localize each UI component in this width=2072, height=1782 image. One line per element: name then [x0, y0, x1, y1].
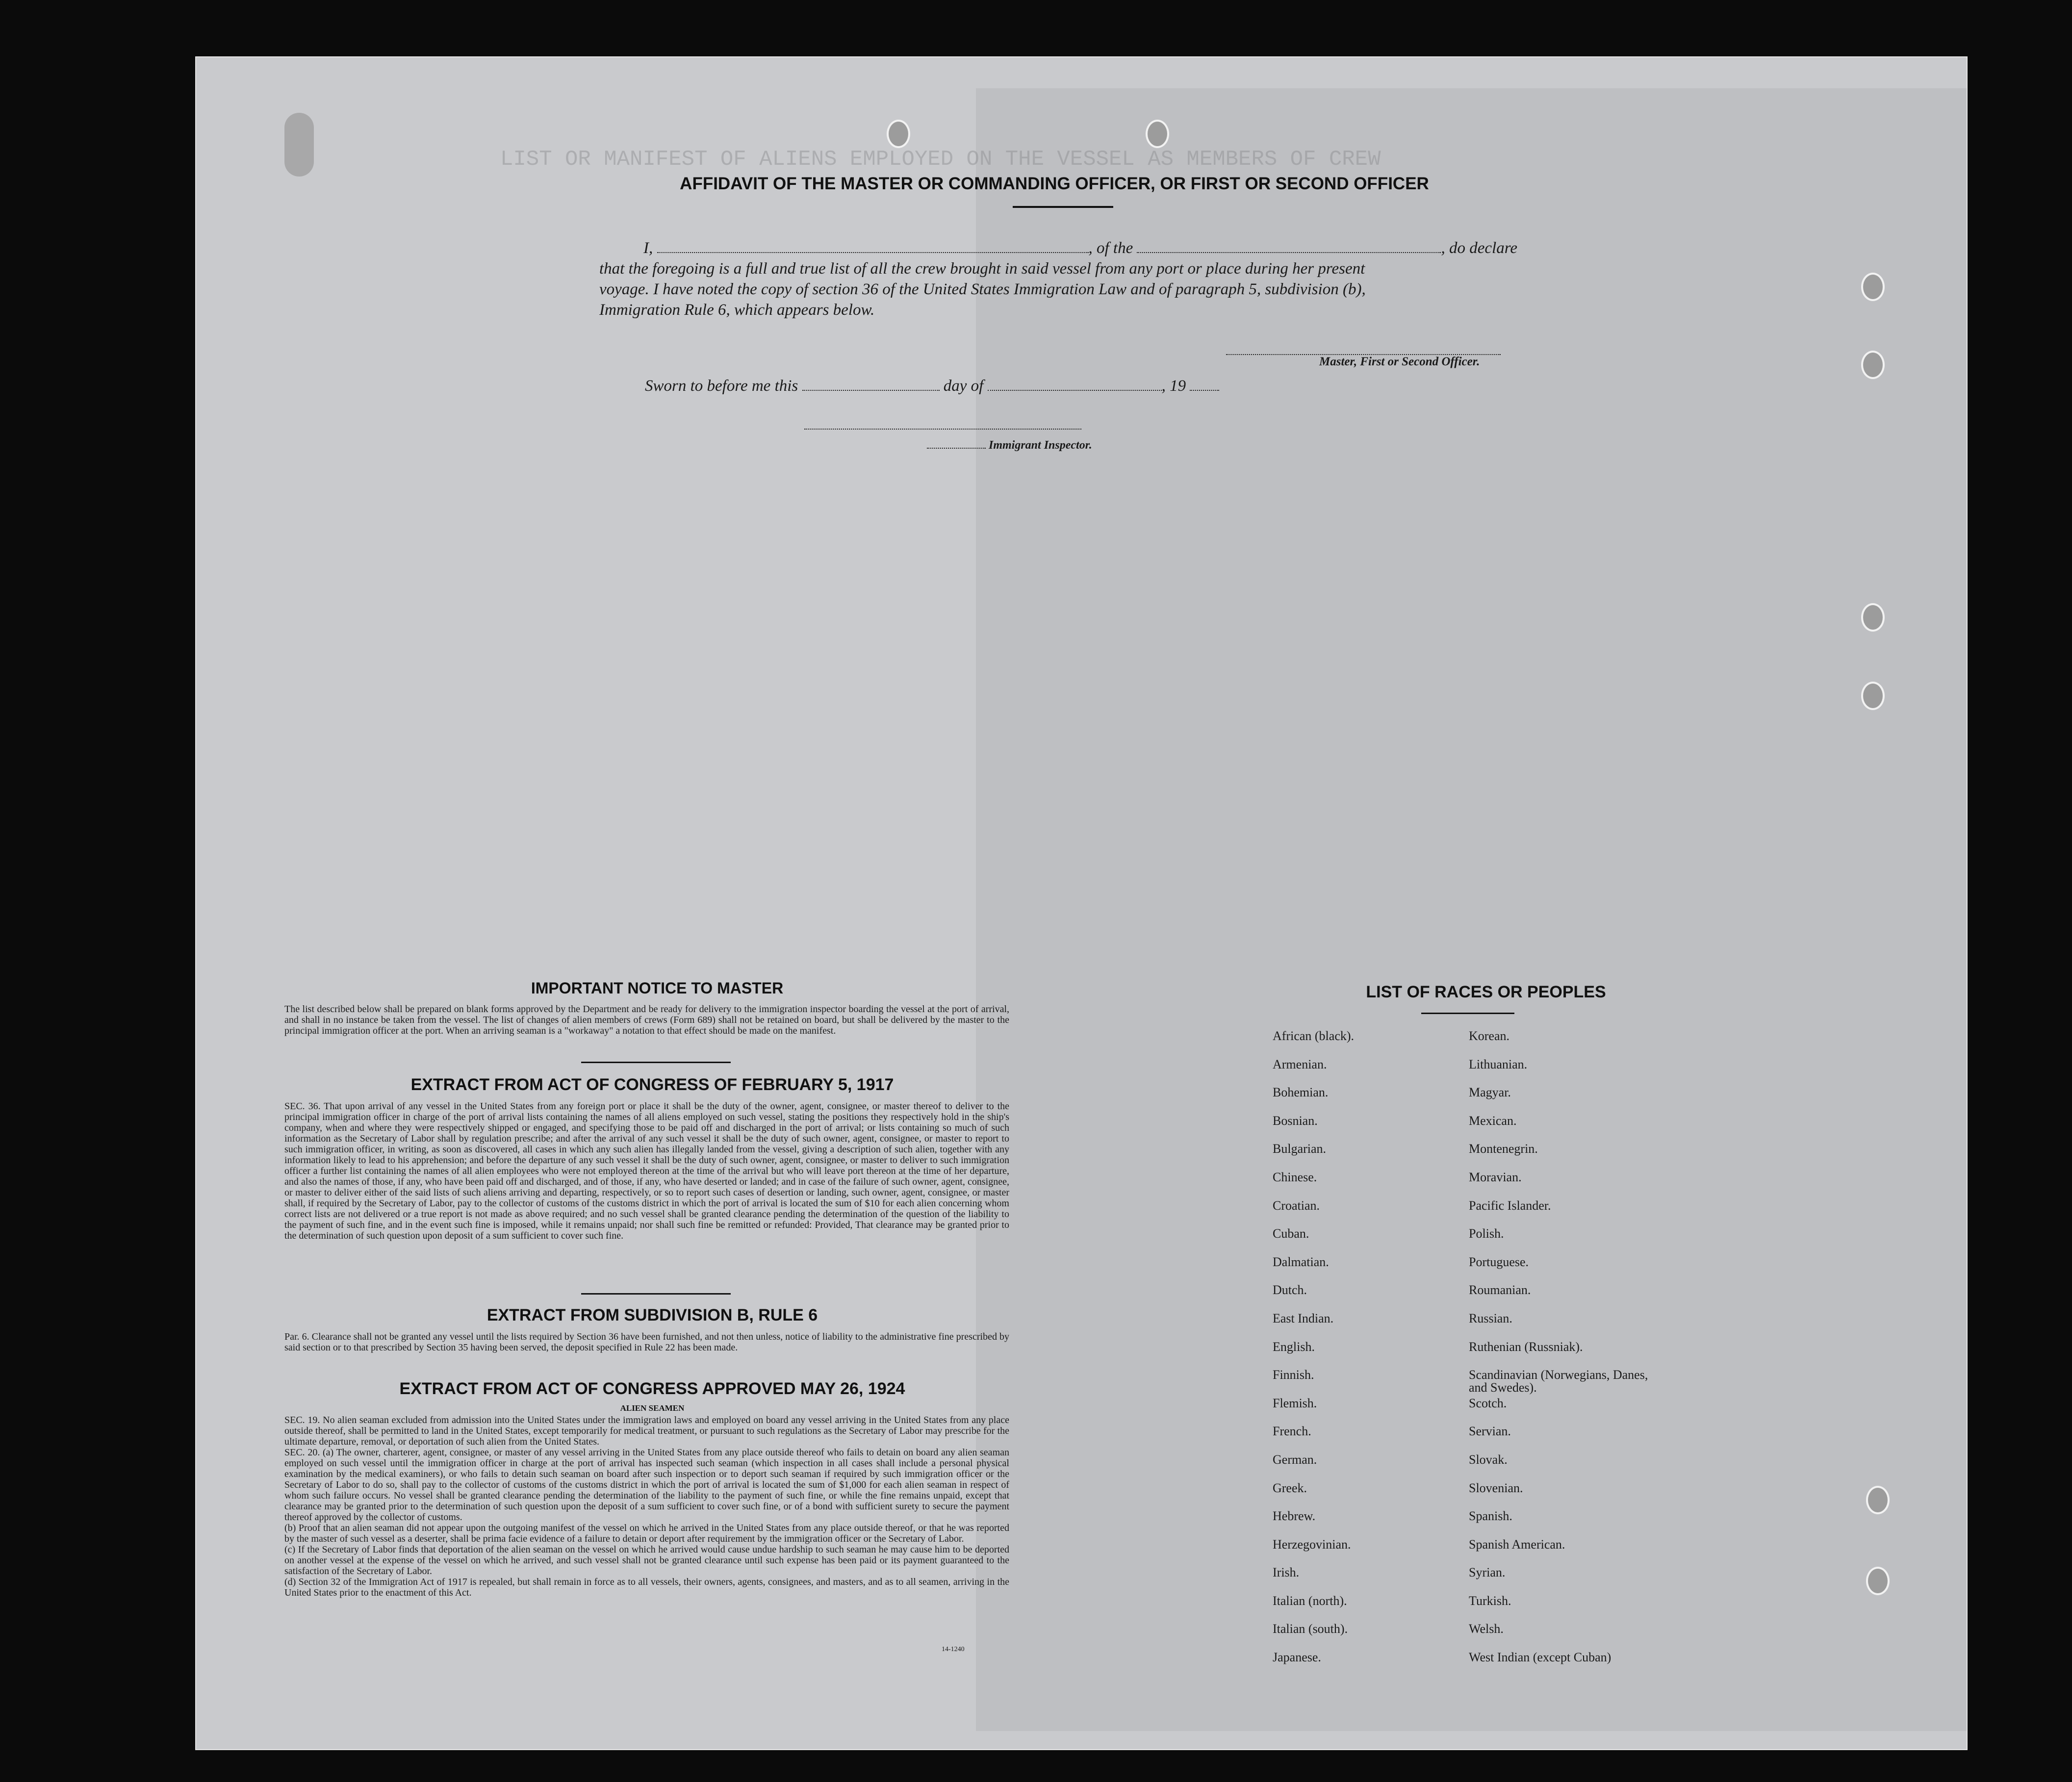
race-item: Flemish.: [1273, 1396, 1317, 1410]
race-item: French.: [1273, 1424, 1311, 1439]
punch-hole: [1146, 120, 1169, 148]
punch-hole: [1861, 351, 1885, 379]
race-item: Ruthenian (Russniak).: [1469, 1339, 1583, 1354]
races-title: LIST OF RACES OR PEOPLES: [1366, 983, 1606, 1001]
divider: [581, 1293, 731, 1295]
punch-hole: [887, 120, 910, 148]
year-prefix: , 19: [1161, 377, 1186, 395]
race-item: Scotch.: [1469, 1396, 1507, 1410]
bleed-through-heading: LIST OR MANIFEST OF ALIENS EMPLOYED ON THE VESSEL AS MEMBERS OF CREW: [500, 147, 1381, 172]
race-item: Armenian.: [1273, 1057, 1327, 1071]
notice-text: The list described below shall be prepared on blank forms approved by the Department and be ready for delivery to the immigration inspector boarding the vessel at the port of arrival, and shall in no instance be taken from the vessel. The list of changes of alien members of crews (Form 689) shall not be retained on board, but shall be delivered by the master to the principal immigration officer at the port. When an arriving seaman is a "workaway" a notation to that effect should be made on the manifest.: [284, 1004, 1009, 1036]
master-signature-field[interactable]: [1226, 343, 1501, 355]
sec-19-text: SEC. 19. No alien seaman excluded from admission into the United States under the immigration laws and employed on board any vessel arriving in the United States from any place outside thereof, shall be permitted to land in the United States, except temporarily for medical treatment, or pursuant to such regulations as the Secretary of Labor may prescribe for the ultimate departure, removal, or deportation of such alien from the United States.: [284, 1415, 1009, 1447]
vessel-name-field[interactable]: [1137, 241, 1441, 253]
of-the-text: , of the: [1088, 239, 1133, 257]
race-item: Dutch.: [1273, 1283, 1307, 1298]
form-number: 14-1240: [942, 1646, 965, 1653]
sec-20c-text: (c) If the Secretary of Labor finds that deportation of the alien seaman on the vessel on which he arrived would cause undue hardship to such seaman he may cause him to be deported on another vessel at the expense of the vessel on which he arrived, and such vessel shall not be granted clearance until such expense has been paid or its payment guaranteed to the satisfaction of the Secretary of Labor.: [284, 1544, 1009, 1577]
race-item: Lithuanian.: [1469, 1057, 1528, 1071]
race-item: Japanese.: [1273, 1650, 1321, 1665]
affidavit-line-4: Immigration Rule 6, which appears below.: [599, 301, 875, 319]
race-item: Bulgarian.: [1273, 1142, 1327, 1156]
race-item: Magyar.: [1469, 1085, 1511, 1100]
divider: [581, 1062, 731, 1063]
rule6-text: Par. 6. Clearance shall not be granted any vessel until the lists required by Section 36 have been furnished, and not then unless, notice of liability to the administrative fine prescribed by said section or to that prescribed by Section 35 having been served, the deposit specified in Rule 22 has been made.: [284, 1331, 1009, 1353]
race-item: Korean.: [1469, 1029, 1510, 1043]
race-item: Slovak.: [1469, 1452, 1508, 1467]
race-item: West Indian (except Cuban): [1469, 1650, 1612, 1665]
divider: [1013, 206, 1113, 208]
master-signature-label: Master, First or Second Officer.: [1319, 355, 1480, 368]
declare-text: , do declare: [1441, 239, 1517, 257]
punch-hole: [1866, 1486, 1890, 1514]
notice-title: IMPORTANT NOTICE TO MASTER: [531, 979, 784, 997]
race-item: Mexican.: [1469, 1113, 1517, 1128]
master-name-field[interactable]: [657, 241, 1089, 253]
race-item: Dalmatian.: [1273, 1254, 1329, 1269]
race-item: Spanish.: [1469, 1509, 1512, 1524]
inspector-signature-label: Immigrant Inspector.: [927, 439, 1092, 452]
extract-1917-text: SEC. 36. That upon arrival of any vessel in the United States from any foreign port or place it shall be the duty of the owner, agent, consignee, or master thereof to deliver to the principal immigration officer in charge of the port of arrival lists containing the names of all aliens employed on such vessel, stating the positions they respectively hold in the ship's company, when and where they were respectively shipped or engaged, and specifying those to be paid off and discharged in the port of arrival; or lists containing so much of such information as the Secretary of Labor shall by regulation prescribe; and after the arrival of any such vessel it shall be the duty of such owner, agent, consignee, or master to report to such immigration officer, in writing, as soon as discovered, all cases in which any such alien has illegally landed from the vessel, giving a description of such alien, together with any information likely to lead to his apprehension; and before the departure of any such vessel it shall be the duty of such owner, agent, consignee, or master to deliver to such immigration officer a further list containing the names of all alien employees who were not employed thereon at the time of the arrival but who will leave port thereon at the time of her departure, and also the names of those, if any, who have been paid off and discharged, and of those, if any, who have deserted or landed; and in case of the failure of such owner, agent, consignee, or master to deliver either of the said lists of such aliens arriving and departing, respectively, or so to report such cases of desertion or landing, such owner, agent, consignee, or master shall, if required by the Secretary of Labor, pay to the collector of customs of the customs district in which the port of arrival is located the sum of $10 for each alien concerning whom correct lists are not delivered or a true report is not made as above required; and no such vessel shall be granted clearance pending the determination of the question of the liability to the payment of such fine, and in the event such fine is imposed, while it remains unpaid; nor shall such fine be remitted or refunded: Provided, That clearance may be granted prior to the determination of such question upon deposit of a sum sufficient to cover such fine.: [284, 1101, 1009, 1241]
race-item: Italian (south).: [1273, 1622, 1348, 1636]
race-item: Portuguese.: [1469, 1254, 1529, 1269]
divider: [1421, 1013, 1514, 1014]
race-item: Moravian.: [1469, 1170, 1522, 1184]
race-item: Syrian.: [1469, 1565, 1506, 1580]
extract-1924-subtitle: ALIEN SEAMEN: [620, 1403, 685, 1413]
inspector-signature-field[interactable]: [804, 418, 1081, 430]
day-of-text: day of: [943, 377, 984, 395]
race-item: East Indian.: [1273, 1311, 1334, 1325]
race-item: Bosnian.: [1273, 1113, 1318, 1128]
race-item: Slovenian.: [1469, 1480, 1523, 1495]
race-item: Cuban.: [1273, 1226, 1309, 1241]
race-item: Servian.: [1469, 1424, 1511, 1439]
race-item: Bohemian.: [1273, 1085, 1329, 1100]
sworn-line: [645, 375, 1282, 397]
punch-hole: [1861, 603, 1885, 632]
race-item: Polish.: [1469, 1226, 1504, 1241]
race-item: English.: [1273, 1339, 1315, 1354]
affidavit-line-3: voyage. I have noted the copy of section 36 of the United States Immigration Law and of paragraph 5, subdivision (b),: [599, 280, 1366, 298]
race-item: Russian.: [1469, 1311, 1512, 1325]
race-item: Turkish.: [1469, 1593, 1511, 1608]
sworn-year-field[interactable]: [1190, 379, 1219, 391]
punch-hole: [1866, 1567, 1890, 1595]
affidavit-i: I,: [643, 239, 653, 257]
races-right-column: [1469, 1030, 1675, 1680]
affidavit-title: AFFIDAVIT OF THE MASTER OR COMMANDING OFFICER, OR FIRST OR SECOND OFFICER: [680, 174, 1429, 193]
sec-20a-text: SEC. 20. (a) The owner, charterer, agent, consignee, or master of any vessel arriving in the United States from any place outside thereof who fails to detain on board any alien seaman employed on such vessel until the immigration officer in charge at the port of arrival has inspected such seaman (which inspection in all cases shall include a personal physical examination by the medical examiners), or who fails to detain such seaman on board after such inspection or to deport such seaman if required by such immigration officer or the Secretary of Labor to do so, shall pay to the collector of customs of the customs district in which the port of arrival is located the sum of $1,000 for each alien seaman in respect of whom such failure occurs. No vessel shall be granted clearance pending the determination of the liability to the payment of such fine, or while the fine remains unpaid, except that clearance may be granted prior to the determination of such question upon the deposit of a sum sufficient to cover such fine, or of a bond with sufficient surety to secure the payment thereof approved by the collector of customs.: [284, 1447, 1009, 1523]
extract-1924-title: EXTRACT FROM ACT OF CONGRESS APPROVED MAY 26, 1924: [399, 1379, 905, 1398]
race-item: Greek.: [1273, 1480, 1307, 1495]
sworn-text: Sworn to before me this: [645, 377, 798, 395]
extract-1924-body: [284, 1415, 1009, 1598]
race-item: Italian (north).: [1273, 1593, 1347, 1608]
race-item: Roumanian.: [1469, 1283, 1531, 1298]
races-left-column: [1273, 1030, 1479, 1680]
race-item: Finnish.: [1273, 1368, 1314, 1382]
race-item: Pacific Islander.: [1469, 1198, 1551, 1213]
punch-hole: [1861, 273, 1885, 301]
race-item: German.: [1273, 1452, 1317, 1467]
race-item: Chinese.: [1273, 1170, 1317, 1184]
affidavit-line-2: that the foregoing is a full and true list of all the crew brought in said vessel from any port or place during her present: [599, 260, 1365, 278]
race-item: Croatian.: [1273, 1198, 1320, 1213]
affidavit-line-1: [599, 237, 1546, 259]
sec-20d-text: (d) Section 32 of the Immigration Act of 1917 is repealed, but shall remain in force as to all vessels, their owners, agents, consignees, and masters, and as to all seamen, arriving in the United States prior to the enactment of this Act.: [284, 1577, 1009, 1598]
race-item: African (black).: [1273, 1029, 1355, 1043]
race-item: Irish.: [1273, 1565, 1300, 1580]
sec-20b-text: (b) Proof that an alien seaman did not appear upon the outgoing manifest of the vessel on which he arrived in the United States from any place outside thereof, or that he was reported by the master of such vessel as a deserter, shall be prima facie evidence of a failure to detain or deport after requirement by the immigration officer or the Secretary of Labor.: [284, 1523, 1009, 1544]
rule6-title: EXTRACT FROM SUBDIVISION B, RULE 6: [486, 1306, 818, 1324]
ink-stamp-mark: [284, 113, 314, 177]
extract-1917-title: EXTRACT FROM ACT OF CONGRESS OF FEBRUARY 5, 1917: [410, 1075, 894, 1094]
punch-hole: [1861, 682, 1885, 710]
race-item: Spanish American.: [1469, 1537, 1565, 1552]
sworn-month-field[interactable]: [988, 379, 1162, 391]
race-item: Welsh.: [1469, 1622, 1504, 1636]
race-item: Scandinavian (Norwegians, Danes, and Swedes).: [1469, 1368, 1648, 1395]
race-item: Hebrew.: [1273, 1509, 1316, 1524]
race-item: Herzegovinian.: [1273, 1537, 1351, 1552]
sworn-day-field[interactable]: [802, 379, 940, 391]
race-item: Montenegrin.: [1469, 1142, 1538, 1156]
